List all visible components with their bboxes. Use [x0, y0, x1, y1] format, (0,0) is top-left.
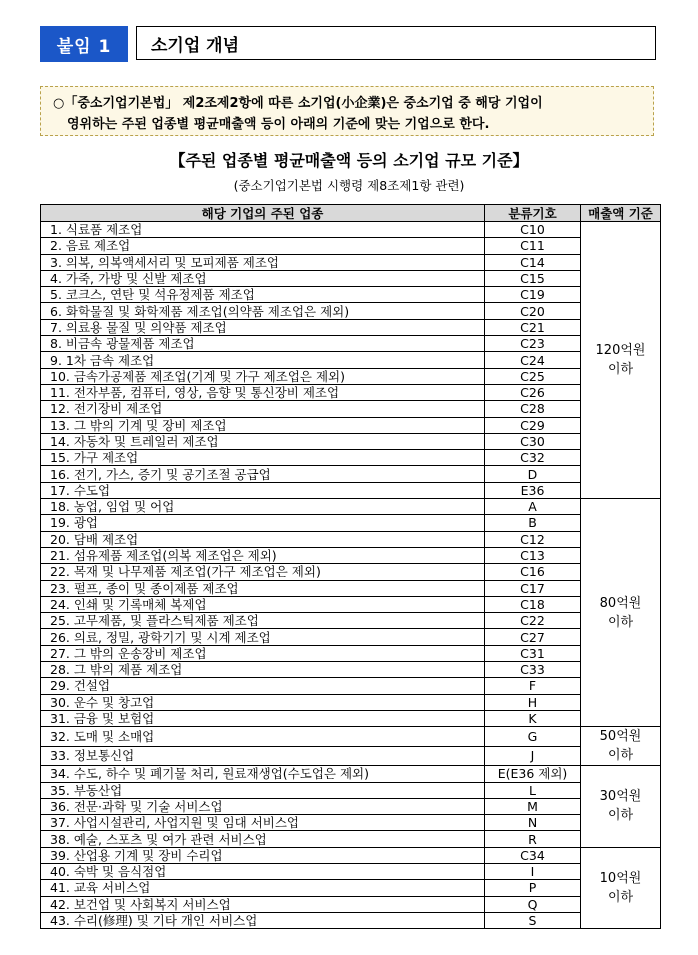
industry-cell: 10. 금속가공제품 제조업(기계 및 가구 제조업은 제외) — [41, 368, 485, 384]
industry-cell: 2. 음료 제조업 — [41, 238, 485, 254]
table-row — [41, 384, 661, 400]
industry-cell: 6. 화학물질 및 화학제품 제조업(의약품 제조업은 제외) — [41, 303, 485, 319]
table-row — [41, 896, 661, 912]
industry-cell: 21. 섬유제품 제조업(의복 제조업은 제외) — [41, 547, 485, 563]
sales-standard-qualifier: 이하 — [607, 748, 634, 764]
classification-code-cell: C12 — [485, 531, 581, 547]
sales-standard-cell — [581, 847, 661, 928]
industry-cell: 42. 보건업 및 사회복지 서비스업 — [41, 896, 485, 912]
industry-cell: 39. 산업용 기계 및 장비 수리업 — [41, 847, 485, 863]
sales-standard-amount: 10억원 — [599, 870, 642, 886]
table-row — [41, 662, 661, 678]
classification-code-cell: D — [485, 466, 581, 482]
industry-cell: 12. 전기장비 제조업 — [41, 401, 485, 417]
industry-cell: 30. 운수 및 창고업 — [41, 694, 485, 710]
table-row — [41, 238, 661, 254]
table-row — [41, 417, 661, 433]
industry-cell: 3. 의복, 의복액세서리 및 모피제품 제조업 — [41, 254, 485, 270]
industry-cell: 23. 펄프, 종이 및 종이제품 제조업 — [41, 580, 485, 596]
table-row — [41, 352, 661, 368]
table-title: 【주된 업종별 평균매출액 등의 소기업 규모 기준】 — [169, 151, 529, 170]
industry-cell: 1. 식료품 제조업 — [41, 222, 485, 238]
table-row — [41, 727, 661, 747]
page-title: 소기업 개념 — [136, 26, 656, 60]
classification-code-cell: R — [485, 831, 581, 847]
classification-code-cell: C30 — [485, 433, 581, 449]
classification-code-cell: C34 — [485, 847, 581, 863]
table-row — [41, 531, 661, 547]
table-row — [41, 547, 661, 563]
industry-cell: 4. 가죽, 가방 및 신발 제조업 — [41, 270, 485, 286]
industry-cell: 7. 의료용 물질 및 의약품 제조업 — [41, 319, 485, 335]
industry-cell: 5. 코크스, 연탄 및 석유정제품 제조업 — [41, 287, 485, 303]
classification-code-cell: C20 — [485, 303, 581, 319]
industry-cell: 25. 고무제품, 및 플라스틱제품 제조업 — [41, 613, 485, 629]
table-row — [41, 336, 661, 352]
industry-cell: 22. 목재 및 나무제품 제조업(가구 제조업은 제외) — [41, 564, 485, 580]
classification-code-cell: C17 — [485, 580, 581, 596]
sales-standard-qualifier: 이하 — [607, 362, 634, 378]
table-row — [41, 815, 661, 831]
table-row — [41, 678, 661, 694]
classification-code-cell: C11 — [485, 238, 581, 254]
table-header-row — [41, 205, 661, 222]
table-row — [41, 499, 661, 515]
notice-box — [40, 86, 654, 136]
industry-cell: 28. 그 밖의 제품 제조업 — [41, 662, 485, 678]
table-row — [41, 515, 661, 531]
sales-standard-amount: 30억원 — [599, 789, 642, 805]
table-row — [41, 580, 661, 596]
classification-code-cell: H — [485, 694, 581, 710]
table-row — [41, 746, 661, 766]
classification-code-cell: C13 — [485, 547, 581, 563]
industry-cell: 9. 1차 금속 제조업 — [41, 352, 485, 368]
classification-code-cell: C25 — [485, 368, 581, 384]
industry-cell: 27. 그 밖의 운송장비 제조업 — [41, 645, 485, 661]
sales-standard-amount: 80억원 — [599, 595, 642, 611]
notice-line-2: 영위하는 주된 업종별 평균매출액 등이 아래의 기준에 맞는 기업으로 한다. — [67, 117, 490, 132]
classification-code-cell: C22 — [485, 613, 581, 629]
classification-code-cell: N — [485, 815, 581, 831]
attachment-badge: 붙임 1 — [40, 26, 128, 62]
sales-standard-cell — [581, 766, 661, 847]
table-row — [41, 270, 661, 286]
industry-cell: 11. 전자부품, 컴퓨터, 영상, 음향 및 통신장비 제조업 — [41, 384, 485, 400]
column-header-code: 분류기호 — [485, 205, 581, 222]
sales-standard-qualifier: 이하 — [607, 614, 634, 630]
table-row — [41, 766, 661, 782]
industry-cell: 16. 전기, 가스, 증기 및 공기조절 공급업 — [41, 466, 485, 482]
industry-cell: 38. 예술, 스포츠 및 여가 관련 서비스업 — [41, 831, 485, 847]
classification-code-cell: C14 — [485, 254, 581, 270]
header — [40, 26, 240, 62]
industry-cell: 26. 의료, 정밀, 광학기기 및 시계 제조업 — [41, 629, 485, 645]
table-row — [41, 254, 661, 270]
table-row — [41, 798, 661, 814]
industry-cell: 29. 건설업 — [41, 678, 485, 694]
table-row — [41, 694, 661, 710]
industry-cell: 19. 광업 — [41, 515, 485, 531]
industry-cell: 34. 수도, 하수 및 폐기물 처리, 원료재생업(수도업은 제외) — [41, 766, 485, 782]
industry-cell: 33. 정보통신업 — [41, 746, 485, 766]
table-row — [41, 596, 661, 612]
industry-cell: 8. 비금속 광물제품 제조업 — [41, 336, 485, 352]
sales-standard-amount: 50억원 — [599, 729, 642, 745]
industry-cell: 37. 사업시설관리, 사업지원 및 임대 서비스업 — [41, 815, 485, 831]
sales-standard-cell — [581, 222, 661, 499]
table-row — [41, 401, 661, 417]
table-row — [41, 831, 661, 847]
classification-code-cell: J — [485, 746, 581, 766]
industry-cell: 41. 교육 서비스업 — [41, 880, 485, 896]
standards-table — [40, 204, 661, 929]
classification-code-cell: I — [485, 863, 581, 879]
table-row — [41, 303, 661, 319]
classification-code-cell: C21 — [485, 319, 581, 335]
sales-standard-cell — [581, 499, 661, 727]
industry-cell: 18. 농업, 임업 및 어업 — [41, 499, 485, 515]
industry-cell: 13. 그 밖의 기계 및 장비 제조업 — [41, 417, 485, 433]
table-body — [41, 222, 661, 929]
classification-code-cell: S — [485, 912, 581, 928]
industry-cell: 36. 전문·과학 및 기술 서비스업 — [41, 798, 485, 814]
industry-cell: 24. 인쇄 및 기록매체 복제업 — [41, 596, 485, 612]
industry-cell: 20. 담배 제조업 — [41, 531, 485, 547]
industry-cell: 15. 가구 제조업 — [41, 450, 485, 466]
table-subtitle: (중소기업기본법 시행령 제8조제1항 관련) — [233, 178, 465, 193]
table-row — [41, 564, 661, 580]
industry-cell: 31. 금융 및 보험업 — [41, 710, 485, 726]
table-row — [41, 368, 661, 384]
table-row — [41, 912, 661, 928]
table-row — [41, 880, 661, 896]
notice-line-1: ○「중소기업기본법」 제2조제2항에 따른 소기업(小企業)은 중소기업 중 해당 기업이 — [53, 96, 543, 111]
classification-code-cell: K — [485, 710, 581, 726]
classification-code-cell: C33 — [485, 662, 581, 678]
classification-code-cell: G — [485, 727, 581, 747]
sales-standard-amount: 120억원 — [595, 343, 646, 359]
table-row — [41, 287, 661, 303]
industry-cell: 35. 부동산업 — [41, 782, 485, 798]
classification-code-cell: C16 — [485, 564, 581, 580]
classification-code-cell: P — [485, 880, 581, 896]
industry-cell: 32. 도매 및 소매업 — [41, 727, 485, 747]
classification-code-cell: C31 — [485, 645, 581, 661]
table-row — [41, 222, 661, 238]
table-row — [41, 863, 661, 879]
table-row — [41, 613, 661, 629]
classification-code-cell: C32 — [485, 450, 581, 466]
classification-code-cell: C26 — [485, 384, 581, 400]
table-row — [41, 433, 661, 449]
table-row — [41, 847, 661, 863]
table-row — [41, 645, 661, 661]
industry-cell: 17. 수도업 — [41, 482, 485, 498]
column-header-industry: 해당 기업의 주된 업종 — [41, 205, 485, 222]
table-row — [41, 450, 661, 466]
table-row — [41, 710, 661, 726]
sales-standard-qualifier: 이하 — [607, 889, 634, 905]
classification-code-cell: F — [485, 678, 581, 694]
industry-cell: 40. 숙박 및 음식점업 — [41, 863, 485, 879]
classification-code-cell: E(E36 제외) — [485, 766, 581, 782]
sales-standard-cell — [581, 727, 661, 766]
classification-code-cell: M — [485, 798, 581, 814]
sales-standard-qualifier: 이하 — [607, 808, 634, 824]
table-row — [41, 629, 661, 645]
classification-code-cell: C27 — [485, 629, 581, 645]
classification-code-cell: C19 — [485, 287, 581, 303]
column-header-standard: 매출액 기준 — [581, 205, 661, 222]
table-row — [41, 319, 661, 335]
classification-code-cell: C10 — [485, 222, 581, 238]
classification-code-cell: C28 — [485, 401, 581, 417]
classification-code-cell: C18 — [485, 596, 581, 612]
classification-code-cell: B — [485, 515, 581, 531]
classification-code-cell: Q — [485, 896, 581, 912]
classification-code-cell: L — [485, 782, 581, 798]
classification-code-cell: C15 — [485, 270, 581, 286]
industry-cell: 43. 수리(修理) 및 기타 개인 서비스업 — [41, 912, 485, 928]
table-row — [41, 482, 661, 498]
industry-cell: 14. 자동차 및 트레일러 제조업 — [41, 433, 485, 449]
table-row — [41, 782, 661, 798]
classification-code-cell: A — [485, 499, 581, 515]
classification-code-cell: C24 — [485, 352, 581, 368]
table-row — [41, 466, 661, 482]
classification-code-cell: E36 — [485, 482, 581, 498]
classification-code-cell: C29 — [485, 417, 581, 433]
classification-code-cell: C23 — [485, 336, 581, 352]
